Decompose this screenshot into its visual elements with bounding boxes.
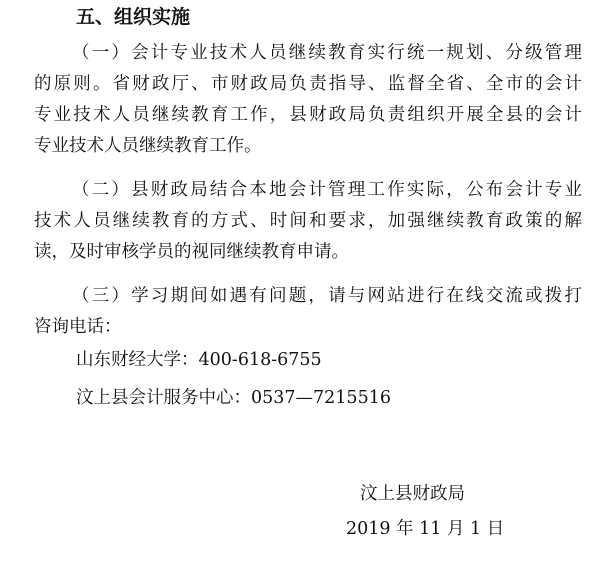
contact-line-university: 山东财经大学：400-618-6755 [76,350,322,370]
paragraph-line: （三）学习期间如遇有问题，请与网站进行在线交流或拨打 [72,286,582,306]
contact-line-service-center: 汶上县会计服务中心：0537—7215516 [76,388,391,408]
section-heading: 五、组织实施 [76,6,191,28]
paragraph-line: 的原则。省财政厅、市财政局负责指导、监督全省、全市的会计 [34,74,582,94]
paragraph-line: （二）县财政局结合本地会计管理工作实际，公布会计专业 [72,180,582,200]
signature-org: 汶上县财政局 [360,484,465,504]
paragraph-line: （一）会计专业技术人员继续教育实行统一规划、分级管理 [72,43,582,63]
paragraph-2 [34,175,582,268]
paragraph-line: 读，及时审核学员的视同继续教育申请。 [34,242,349,262]
paragraph-3 [34,281,582,343]
paragraph-line: 专业技术人员继续教育工作。 [34,136,262,156]
signature-date: 2019 年 11 月 1 日 [346,519,505,539]
paragraph-1 [34,38,582,162]
paragraph-line: 技术人员继续教育的方式、时间和要求，加强继续教育政策的解 [34,211,582,231]
paragraph-line: 咨询电话： [34,317,122,337]
paragraph-line: 专业技术人员继续教育工作，县财政局负责组织开展全县的会计 [34,105,582,125]
